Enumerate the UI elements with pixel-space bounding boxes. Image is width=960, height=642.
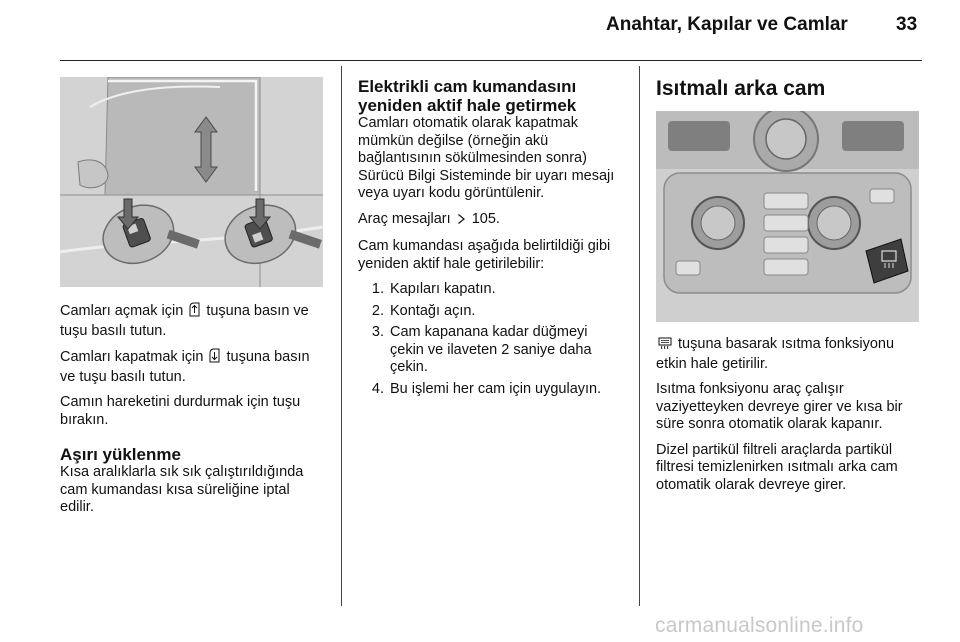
open-window-instruction xyxy=(60,302,326,340)
vehicle-messages-label: Araç mesajları xyxy=(358,210,451,227)
open-text-end: tuşuna basın ve tuşu basılı tutun. xyxy=(60,303,309,339)
climate-panel-drawing xyxy=(656,111,919,322)
vehicle-messages-page: 105. xyxy=(471,210,500,227)
open-text-start: Camları açmak için xyxy=(60,303,184,319)
steps-intro: Cam kumandası aşağıda belirtildiği gibi yeniden aktif hale getirilebilir: xyxy=(358,238,611,272)
list-item xyxy=(358,303,623,321)
header-rule xyxy=(60,60,922,61)
right-column xyxy=(656,336,924,502)
middle-column xyxy=(358,77,623,402)
close-text-start: Camları kapatmak için xyxy=(60,349,204,365)
window-switch-drawing xyxy=(60,77,323,287)
step-text: Kapıları kapatın. xyxy=(390,281,496,297)
step-number: 1. xyxy=(371,281,384,297)
heated-window-engine-note: Isıtma fonksiyonu araç çalışır vaziyetteyken devreye girer ve kısa bir süre sonra otomatik olarak kapanır. xyxy=(656,381,903,432)
column-divider xyxy=(639,66,640,606)
reactivate-heading: Elektrikli cam kumandasını yeniden aktif hale getirmek xyxy=(358,77,577,115)
reactivate-intro: Camları otomatik olarak kapatmak mümkün değilse (örneğin akü bağlantısının sökülmesinden sonra) Sürücü Bilgi Sisteminde bir uyarı mesajı veya uyarı kodu görüntülenir. xyxy=(358,115,615,201)
window-close-icon xyxy=(209,348,220,369)
step-text: Bu işlemi her cam için uygulayın. xyxy=(390,380,602,397)
watermark: carmanualsonline.info xyxy=(655,614,864,637)
stop-window-instruction: Camın hareketini durdurmak için tuşu bırakın. xyxy=(60,394,301,428)
page-reference-icon xyxy=(457,213,466,231)
steps-list xyxy=(358,281,623,398)
window-open-icon xyxy=(189,302,200,323)
list-item xyxy=(358,324,623,377)
heated-window-activation xyxy=(656,336,924,373)
list-item xyxy=(358,281,623,299)
overload-text: Kısa aralıklarla sık sık çalıştırıldığında cam kumandası kısa süreliğine iptal edilir. xyxy=(60,464,304,515)
activation-text: tuşuna basarak ısıtma fonksiyonu etkin hale getirilir. xyxy=(656,336,895,372)
vehicle-messages-reference xyxy=(358,211,623,231)
step-number: 2. xyxy=(371,302,384,319)
page-header-title: Anahtar, Kapılar ve Camlar xyxy=(606,14,848,35)
page-number: 33 xyxy=(896,14,918,35)
heated-window-diesel-note: Dizel partikül filtreli araçlarda partikül filtresi temizlenirken ısıtmalı arka cam otomatik olarak devreye girer. xyxy=(656,441,898,493)
column-divider xyxy=(341,66,342,606)
rear-window-defrost-icon xyxy=(658,337,672,356)
close-text-end: tuşuna basın ve tuşu basılı tutun. xyxy=(60,349,310,385)
list-item xyxy=(358,381,623,399)
step-text: Cam kapanana kadar düğmeyi çekin ve ilaveten 2 saniye daha çekin. xyxy=(390,324,592,375)
heated-rear-window-heading: Isıtmalı arka cam xyxy=(656,77,826,100)
left-column xyxy=(60,302,326,525)
window-switch-illustration xyxy=(60,77,323,287)
step-number: 4. xyxy=(371,380,384,397)
step-number: 3. xyxy=(371,324,384,340)
overload-heading: Aşırı yüklenme xyxy=(60,445,181,464)
close-window-instruction xyxy=(60,348,326,386)
climate-control-illustration xyxy=(656,111,919,322)
step-text: Kontağı açın. xyxy=(390,302,476,319)
